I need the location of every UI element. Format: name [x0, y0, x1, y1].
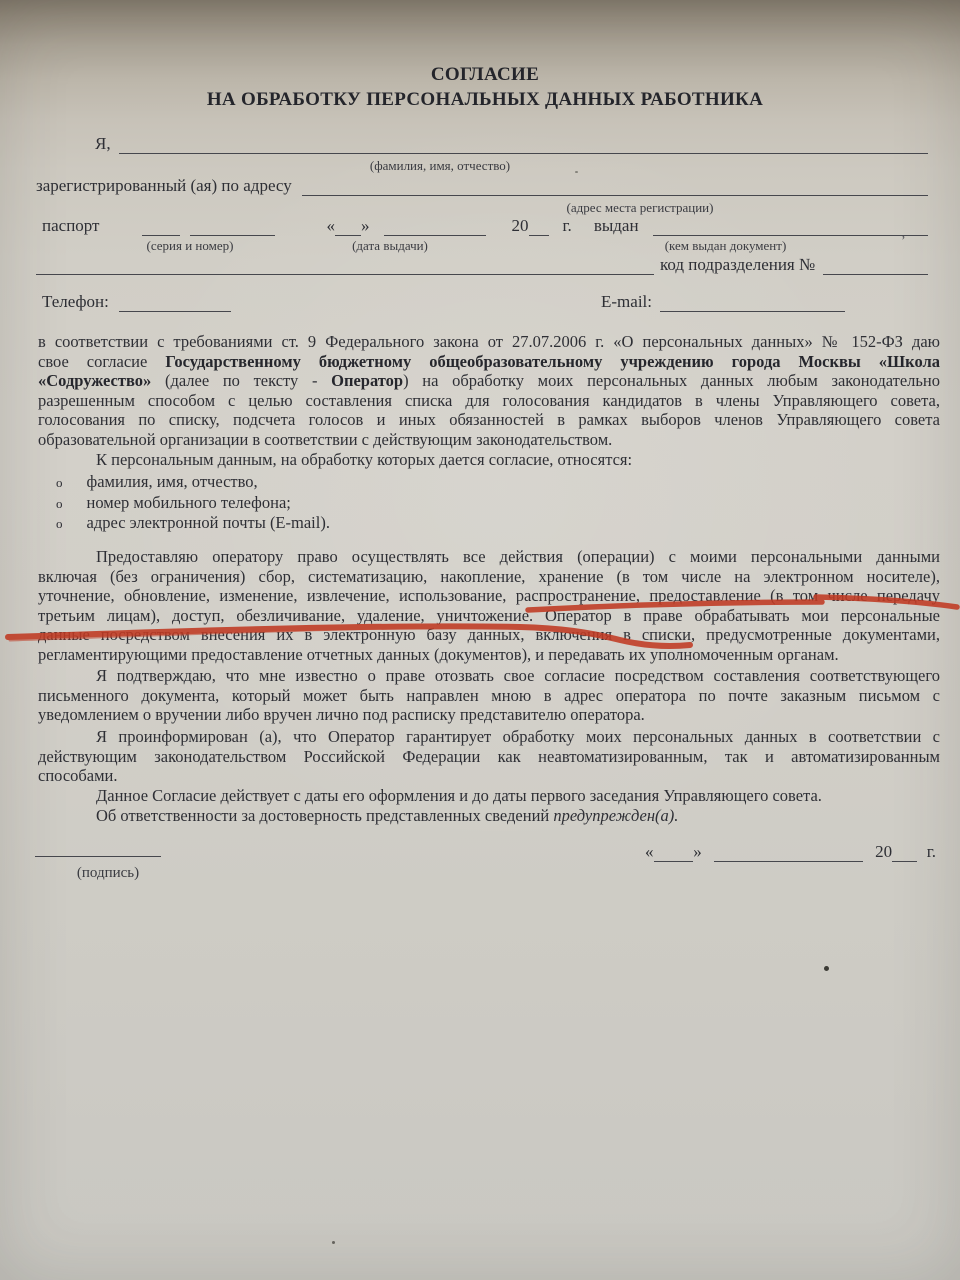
paper-speck — [575, 171, 578, 173]
body-line — [38, 567, 940, 587]
open-quote: « — [645, 842, 654, 861]
list-item — [38, 472, 940, 493]
text-segment: Я проинформирован (а), что Оператор гарантирует обработку моих персональных данных в соответствии с — [96, 727, 940, 746]
text-segment: предупрежден(а). — [553, 806, 679, 825]
text-segment: Об ответственности за достоверность представленных сведений — [96, 806, 554, 825]
body-line — [38, 332, 940, 352]
fio-row — [38, 134, 928, 154]
paragraph-p4 — [38, 727, 940, 786]
body-line — [38, 625, 940, 645]
signature-blank-line — [35, 856, 161, 857]
body-line — [38, 450, 940, 470]
text-segment: голосования по списку, подсчета голосов и иных обязанностей в рамках выборов членов Управляющего совета — [38, 410, 940, 429]
paragraph-p2 — [38, 547, 940, 664]
text-segment: образовательной организации в соответствии с действующим законодательством. — [38, 429, 613, 449]
email-label: E-mail: — [601, 292, 652, 311]
passport-label: паспорт — [42, 216, 100, 235]
paragraph-p5 — [38, 786, 940, 806]
paragraph-p1 — [38, 332, 940, 449]
text-segment: данные посредством внесения их в электронную базу данных, включения в списки, предусмотренные документами, — [38, 625, 940, 644]
list-item — [38, 513, 940, 534]
text-segment: Оператор — [331, 371, 404, 390]
text-segment: (далее по тексту - — [151, 371, 332, 390]
issued-label: выдан — [593, 216, 639, 235]
text-segment: «Содружество» — [38, 371, 152, 390]
unit-code-row — [36, 255, 928, 275]
text-segment: способами. — [38, 766, 118, 785]
text-segment: действующим законодательством Российской Федерации как неавтоматизированным, так и автоматизированным — [38, 746, 940, 766]
text-segment: письменного документа, который может быть направлен мною в адрес оператора по почте заказным письмом с — [38, 685, 940, 705]
text-segment: разрешенным способом с целью составления списка для голосования кандидатов в члены Управляющего совета, — [38, 390, 940, 410]
body-line — [38, 727, 940, 747]
circle-bullet-icon: o — [56, 495, 63, 511]
contacts-row — [42, 292, 845, 312]
paper-speck — [824, 966, 829, 971]
personal-data-list — [38, 472, 940, 534]
signature-caption: (подпись) — [76, 865, 140, 881]
body-line — [38, 430, 940, 450]
fio-blank-line — [119, 136, 928, 154]
text-segment: Предоставляю оператору право осуществлять все действия (операции) с моими персональными данными — [96, 547, 940, 566]
text-segment: К персональным данным, на обработку которых дается согласие, относятся: — [96, 450, 633, 469]
body-line — [38, 391, 940, 411]
title-line-1: СОГЛАСИЕ — [430, 64, 540, 85]
passport-number-blank — [190, 218, 275, 236]
document-title — [30, 62, 940, 112]
passport-row — [42, 216, 928, 236]
i-label: Я, — [95, 134, 111, 153]
year-suffix: г. — [562, 216, 572, 235]
issued-by-blank — [653, 218, 928, 236]
address-row — [36, 176, 928, 196]
body-line — [38, 705, 940, 725]
paragraph-p6 — [38, 806, 940, 826]
date-row — [645, 842, 936, 862]
body-line — [38, 686, 940, 706]
open-quote: « — [326, 216, 335, 235]
fio-caption: (фамилия, имя, отчество) — [369, 158, 511, 173]
paragraph-p3 — [38, 666, 940, 725]
unit-code-blank — [823, 257, 928, 275]
title-line-2: НА ОБРАБОТКУ ПЕРСОНАЛЬНЫХ ДАННЫХ РАБОТНИКА — [206, 89, 764, 110]
text-segment: в соответствии с требованиями ст. 9 Федерального закона от 27.07.2006 г. «О персональных данных» № 152-ФЗ даю — [38, 332, 940, 351]
list-item-label: адрес электронной почты (E-mail). — [86, 513, 330, 532]
sig-year-suffix: г. — [926, 842, 936, 861]
address-blank-line — [302, 178, 928, 196]
body-line — [38, 371, 940, 391]
text-segment: третьим лицам), доступ, обезличивание, удаление, уничтожение. Оператор в праве обрабатывать мои персональные — [38, 605, 940, 625]
text-segment: свое согласие — [38, 351, 166, 371]
date-caption: (дата выдачи) — [352, 238, 428, 253]
text-segment: ) на обработку моих персональных данных любым законодательно — [403, 371, 940, 390]
text-segment: включая (без ограничения) сбор, систематизацию, накопление, хранение (в том числе на электронном носителе), — [38, 566, 940, 586]
body-line — [38, 586, 940, 606]
body-line — [38, 352, 940, 372]
unit-code-label: код подразделения № — [660, 255, 816, 274]
phone-blank — [119, 294, 231, 312]
sig-year-prefix: 20 — [875, 842, 893, 861]
stray-mark: ’ — [901, 234, 906, 249]
text-segment: Данное Согласие действует с даты его оформления и до даты первого заседания Управляющего совета. — [96, 786, 822, 805]
email-blank — [660, 294, 845, 312]
list-item-label: номер мобильного телефона; — [86, 492, 291, 512]
issued-caption: (кем выдан документ) — [664, 238, 787, 253]
day-blank — [335, 218, 361, 236]
body-line — [38, 547, 940, 567]
text-segment: уточнение, обновление, изменение, извлечение, использование, распространение, предоставление (в том числе передачу — [38, 586, 940, 605]
body-line — [38, 606, 940, 626]
sig-month-blank — [714, 844, 863, 862]
close-quote: » — [693, 842, 702, 861]
close-quote: » — [361, 216, 370, 235]
paper-speck — [332, 1241, 335, 1244]
sig-day-blank — [654, 844, 694, 862]
series-caption: (серия и номер) — [146, 238, 234, 253]
sig-year-blank — [892, 844, 917, 862]
circle-bullet-icon: o — [56, 516, 63, 531]
circle-bullet-icon: o — [56, 475, 63, 490]
body-line — [38, 806, 940, 826]
text-segment: Государственному бюджетному общеобразовательному учреждению города Москвы «Школа — [165, 351, 940, 371]
body-line — [38, 666, 940, 686]
list-item — [38, 493, 940, 514]
body-line — [38, 766, 940, 786]
month-blank — [384, 218, 486, 236]
body-line — [38, 410, 940, 430]
text-segment: уведомлением о вручении либо вручен лично под расписку представителю оператора. — [38, 705, 645, 724]
body-line — [38, 786, 940, 806]
paragraph-k — [38, 450, 940, 470]
year-prefix: 20 — [511, 216, 529, 235]
passport-series-blank — [142, 218, 180, 236]
text-segment: Я подтверждаю, что мне известно о праве отозвать свое согласие посредством составления соответствующего — [96, 666, 940, 685]
list-item-label: фамилия, имя, отчество, — [86, 472, 258, 491]
year-blank — [529, 218, 549, 236]
body-line — [38, 747, 940, 767]
address-label: зарегистрированный (ая) по адресу — [36, 176, 292, 195]
issued-by-continuation-blank — [36, 257, 654, 275]
address-caption: (адрес места регистрации) — [566, 200, 714, 215]
phone-label: Телефон: — [42, 292, 109, 311]
text-segment: регламентирующими предоставление отчетных данных (документов), и передавать их уполномоченным органам. — [38, 644, 839, 664]
body-line — [38, 645, 940, 665]
